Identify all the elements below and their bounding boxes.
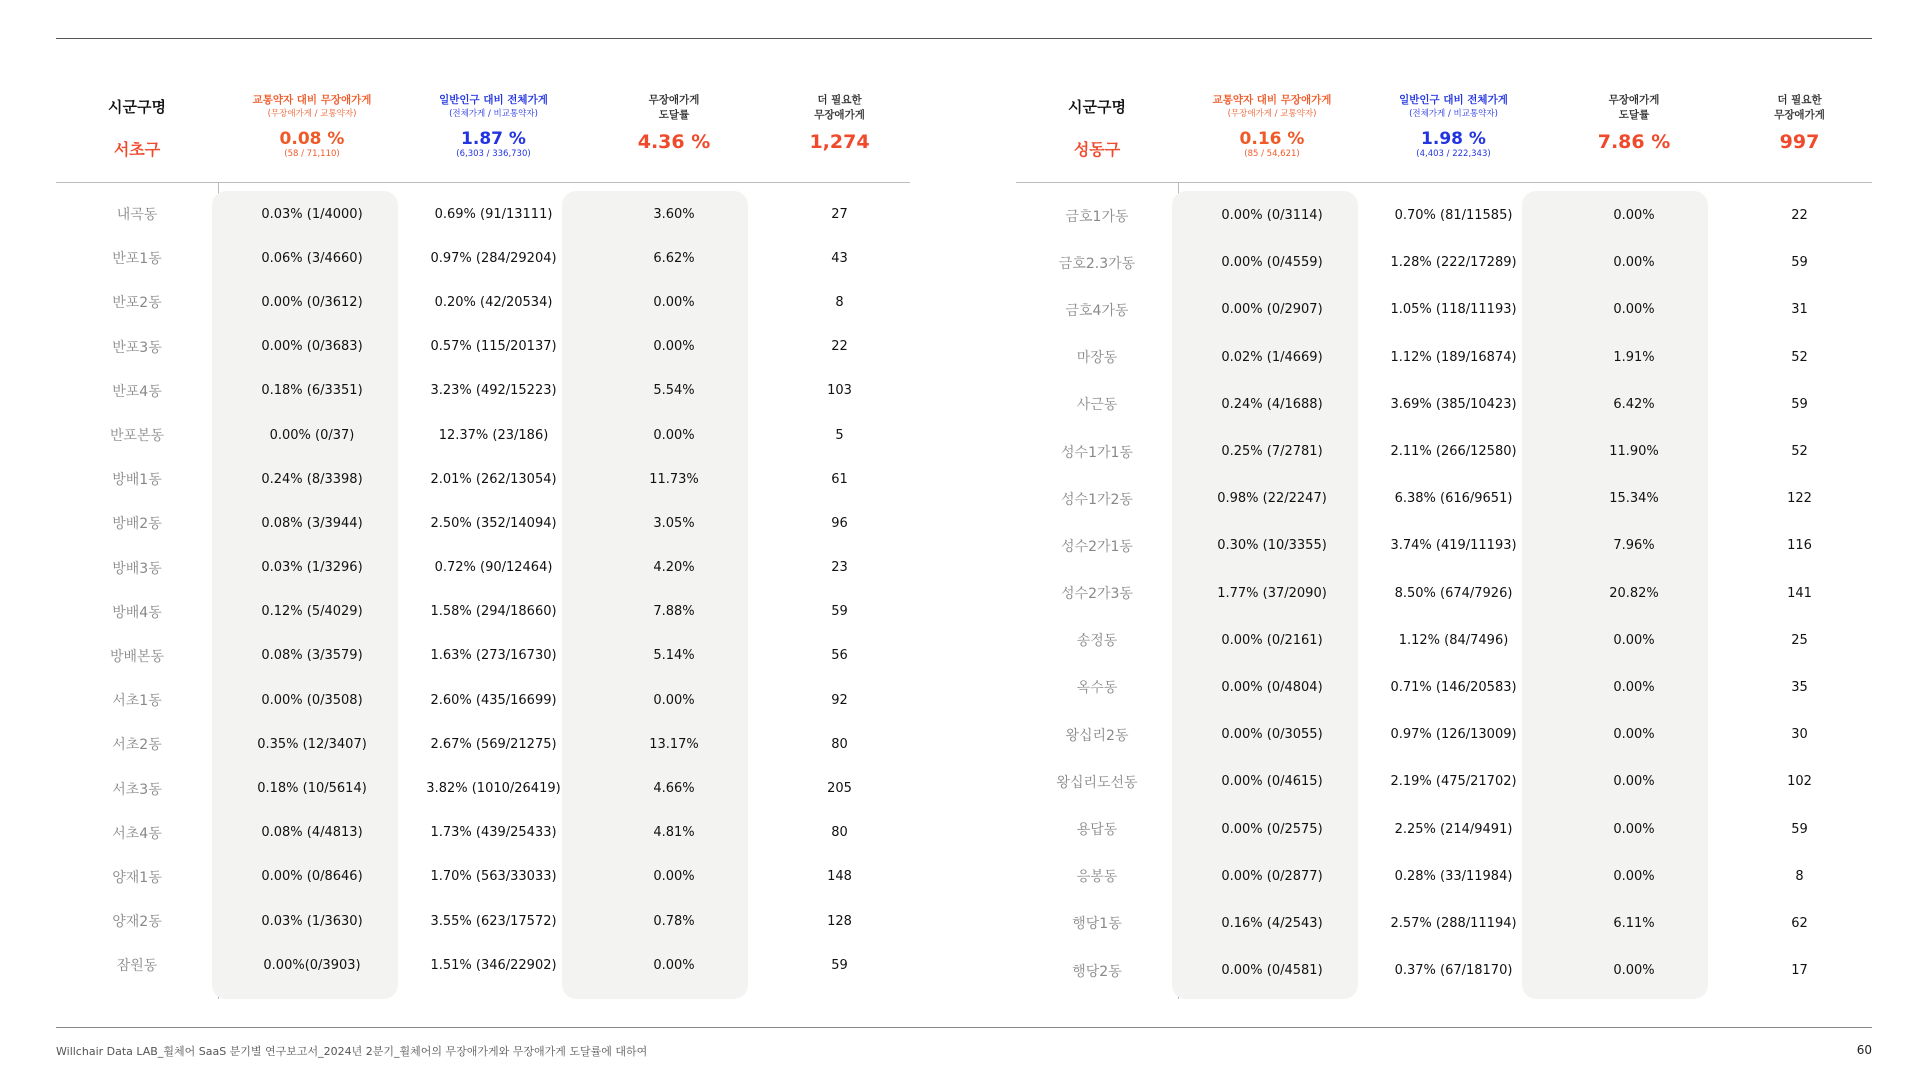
col4-value: 96 [831,515,848,531]
col4-value: 80 [831,736,848,752]
col2-value: 1.05% (118/11193) [1390,302,1517,318]
col1-value: 0.16% (4/2543) [1221,915,1323,931]
col1-value: 0.03% (1/4000) [261,206,363,222]
seongdong-table [1016,88,1872,999]
col2-value: 1.70% (563/33033) [430,869,557,885]
table-row [1016,334,1872,381]
col3-value: 3.60% [653,206,695,222]
col1-summary-pct: 0.16 % [1239,129,1305,149]
col3-value: 0.00% [653,294,695,310]
col1-header: 교통약자 대비 무장애가게 (무장애가게 / 교통약자) 0.08 % (58 / 71,110) [218,88,406,160]
col1-summary-frac: (85 / 54,621) [1244,149,1300,159]
district-name: 서초1동 [112,693,162,710]
district-name: 반포4동 [112,383,162,400]
col4-value: 5 [835,427,844,443]
col3-value: 5.14% [653,648,695,664]
col1-summary-frac: (58 / 71,110) [284,149,340,159]
table-row [56,413,910,457]
col2-value: 1.28% (222/17289) [1390,255,1517,271]
col2-value: 1.12% (189/16874) [1390,349,1517,365]
col2-value: 0.57% (115/20137) [430,339,557,355]
col4-value: 22 [1791,208,1808,224]
district-name: 왕십리도선동 [1056,774,1138,791]
col1-value: 0.00% (0/3055) [1221,727,1323,743]
col4-header: 더 필요한 무장애가게 997 [1727,88,1872,153]
table-row [56,722,910,766]
col2-value: 0.72% (90/12464) [434,560,553,576]
col4-summary: 1,274 [809,131,870,153]
col2-value: 1.58% (294/18660) [430,604,557,620]
col1-value: 1.77% (37/2090) [1217,585,1327,601]
table-row [1016,853,1872,900]
col1-value: 0.00%(0/3903) [263,957,361,973]
col3-value: 11.73% [649,471,699,487]
district-name: 금호2.3가동 [1058,255,1136,272]
col1-value: 0.00% (0/2161) [1221,632,1323,648]
col3-summary: 7.86 % [1597,131,1671,153]
col4-value: 35 [1791,679,1808,695]
col3-value: 13.17% [649,736,699,752]
col4-value: 52 [1791,349,1808,365]
col4-value: 102 [1787,774,1812,790]
table-row [56,678,910,722]
col2-value: 0.70% (81/11585) [1394,208,1513,224]
col2-value: 3.74% (419/11193) [1390,538,1517,554]
col1-value: 0.00% (0/3683) [261,339,363,355]
right-rows [1016,192,1872,994]
table-row [56,590,910,634]
col2-value: 2.01% (262/13054) [430,471,557,487]
table-row [1016,428,1872,475]
district-name: 방배3동 [112,560,162,577]
col3-value: 0.00% [1613,255,1655,271]
district-name: 왕십리2동 [1065,727,1129,744]
district-name: 방배2동 [112,516,162,533]
col2-value: 1.51% (346/22902) [430,957,557,973]
table-row [56,369,910,413]
table-row [56,634,910,678]
district-name: 서초4동 [112,825,162,842]
col3-value: 15.34% [1609,491,1659,507]
col3-value: 20.82% [1609,585,1659,601]
table-row [1016,475,1872,522]
col1-value: 0.25% (7/2781) [1221,444,1323,460]
col3-value: 3.05% [653,515,695,531]
col4-value: 59 [831,604,848,620]
col1-value: 0.00% (0/37) [269,427,355,443]
table-row [1016,711,1872,758]
district-name: 성수1가2동 [1061,491,1133,508]
col2-summary-pct: 1.98 % [1421,129,1486,149]
col1-value: 0.00% (0/4581) [1221,963,1323,979]
col2-value: 0.97% (284/29204) [430,250,557,266]
col1-value: 0.12% (5/4029) [261,604,363,620]
district-name: 성수2가1동 [1061,538,1133,555]
col4-value: 92 [831,692,848,708]
col2-value: 0.37% (67/18170) [1394,963,1513,979]
col3-value: 5.54% [653,383,695,399]
table-row [56,236,910,280]
col1-value: 0.00% (0/4615) [1221,774,1323,790]
district-name: 서초2동 [112,737,162,754]
col2-value: 2.11% (266/12580) [1390,444,1517,460]
col3-value: 1.91% [1613,349,1655,365]
col3-value: 0.00% [1613,963,1655,979]
district-name: 방배본동 [109,648,165,665]
col2-value: 2.57% (288/11194) [1390,915,1517,931]
col2-value: 2.19% (475/21702) [1390,774,1517,790]
col3-value: 0.00% [653,957,695,973]
table-row [56,192,910,236]
col1-value: 0.02% (1/4669) [1221,349,1323,365]
col4-value: 8 [835,294,844,310]
table-row [56,501,910,545]
district-name: 잠원동 [116,958,158,975]
col3-value: 0.00% [1613,302,1655,318]
col3-value: 0.00% [653,339,695,355]
col2-value: 0.97% (126/13009) [1390,727,1517,743]
col4-value: 148 [827,869,852,885]
col1-value: 0.06% (3/4660) [261,250,363,266]
col4-value: 116 [1787,538,1812,554]
district-name: 금호4가동 [1065,302,1129,319]
col2-value: 3.69% (385/10423) [1390,396,1517,412]
col3-summary: 4.36 % [637,131,711,153]
col2-value: 8.50% (674/7926) [1394,585,1513,601]
col3-value: 0.00% [1613,208,1655,224]
col1-value: 0.30% (10/3355) [1217,538,1327,554]
col3-value: 4.81% [653,825,695,841]
bottom-rule [56,1027,1872,1028]
table-row [1016,570,1872,617]
district-name: 양재2동 [112,914,162,931]
col1-value: 0.08% (4/4813) [261,825,363,841]
col2-value: 1.63% (273/16730) [430,648,557,664]
table-row [56,943,910,987]
col2-value: 0.71% (146/20583) [1390,679,1517,695]
table-body [56,183,910,999]
col4-value: 205 [827,781,852,797]
col2-value: 3.23% (492/15223) [430,383,557,399]
col2-value: 0.69% (91/13111) [434,206,553,222]
district-name: 행당1동 [1072,916,1122,933]
col4-value: 17 [1791,963,1808,979]
table-row [1016,617,1872,664]
col4-value: 61 [831,471,848,487]
col1-header: 교통약자 대비 무장애가게 (무장애가게 / 교통약자) 0.16 % (85 / 54,621) [1178,88,1366,160]
col2-value: 2.50% (352/14094) [430,515,557,531]
col4-value: 128 [827,913,852,929]
col3-value: 7.88% [653,604,695,620]
col3-value: 11.90% [1609,444,1659,460]
table-row [1016,900,1872,947]
district-name: 양재1동 [112,869,162,886]
col1-value: 0.18% (10/5614) [257,781,367,797]
col2-value: 0.20% (42/20534) [434,294,553,310]
col1-value: 0.00% (0/8646) [261,869,363,885]
col1-value: 0.35% (12/3407) [257,736,367,752]
table-row [56,899,910,943]
col1-value: 0.03% (1/3296) [261,560,363,576]
region-name: 서초구 [113,140,161,159]
col2-header: 일반인구 대비 전체가게 (전체가게 / 비교통약자) 1.98 % (4,403 / 222,343) [1366,88,1541,160]
district-name: 반포2동 [112,295,162,312]
district-name: 마장동 [1076,350,1118,367]
table-row [1016,239,1872,286]
col2-summary-pct: 1.87 % [461,129,526,149]
col4-value: 43 [831,250,848,266]
district-name: 내곡동 [116,207,158,224]
col4-value: 80 [831,825,848,841]
table-row [1016,522,1872,569]
col1-value: 0.24% (4/1688) [1221,396,1323,412]
district-name: 서초3동 [112,781,162,798]
col4-value: 27 [831,206,848,222]
name-header: 시군구명 성동구 [1016,88,1178,160]
district-name: 반포3동 [112,339,162,356]
col3-value: 6.62% [653,250,695,266]
col3-value: 0.00% [653,427,695,443]
table-row [1016,805,1872,852]
col1-value: 0.03% (1/3630) [261,913,363,929]
col1-summary-pct: 0.08 % [279,129,345,149]
col1-value: 0.08% (3/3944) [261,515,363,531]
district-name: 방배4동 [112,604,162,621]
col4-value: 56 [831,648,848,664]
district-name: 행당2동 [1072,963,1122,980]
col4-value: 31 [1791,302,1808,318]
col2-header: 일반인구 대비 전체가게 (전체가게 / 비교통약자) 1.87 % (6,303 / 336,730) [406,88,581,160]
col2-value: 6.38% (616/9651) [1394,491,1513,507]
col1-value: 0.00% (0/2877) [1221,868,1323,884]
district-name: 사근동 [1076,397,1118,414]
col3-value: 0.00% [1613,821,1655,837]
col3-value: 0.00% [1613,774,1655,790]
col1-value: 0.00% (0/3508) [261,692,363,708]
footer-text: Willchair Data LAB_휠체어 SaaS 분기별 연구보고서_2024년 2분기_휠체어의 무장애가게와 무장애가게 도달률에 대하여 [56,1045,648,1058]
name-header: 시군구명 서초구 [56,88,218,160]
col3-value: 0.00% [1613,632,1655,648]
col4-value: 8 [1795,868,1804,884]
district-name: 반포본동 [109,428,165,445]
col1-value: 0.08% (3/3579) [261,648,363,664]
district-name: 성수2가3동 [1061,586,1133,603]
table-row [56,766,910,810]
col3-value: 0.00% [1613,679,1655,695]
col3-value: 0.00% [653,869,695,885]
col2-value: 2.67% (569/21275) [430,736,557,752]
district-name: 성수1가1동 [1061,444,1133,461]
table-row [56,855,910,899]
col3-value: 0.00% [1613,868,1655,884]
col4-value: 59 [1791,255,1808,271]
col4-value: 122 [1787,491,1812,507]
page-number: 60 [1856,1043,1872,1057]
col1-value: 0.98% (22/2247) [1217,491,1327,507]
col2-value: 3.82% (1010/26419) [426,781,561,797]
region-name: 성동구 [1073,140,1121,159]
col1-value: 0.00% (0/3612) [261,294,363,310]
col3-value: 6.11% [1613,915,1655,931]
col4-value: 62 [1791,915,1808,931]
table-body [1016,183,1872,999]
col4-value: 103 [827,383,852,399]
district-name: 방배1동 [112,472,162,489]
col2-value: 3.55% (623/17572) [430,913,557,929]
col3-value: 7.96% [1613,538,1655,554]
table-row [56,546,910,590]
table-header [1016,88,1872,183]
col2-value: 0.28% (33/11984) [1394,868,1513,884]
col3-header: 무장애가게 도달률 4.36 % [581,88,767,153]
table-row [56,325,910,369]
col2-value: 12.37% (23/186) [438,427,549,443]
table-row [56,811,910,855]
col1-value: 0.00% (0/2575) [1221,821,1323,837]
col4-value: 59 [831,957,848,973]
district-name: 옥수동 [1076,680,1118,697]
district-name: 용답동 [1076,822,1118,839]
col4-value: 59 [1791,821,1808,837]
table-row [1016,192,1872,239]
table-row [1016,947,1872,994]
col4-value: 22 [831,339,848,355]
table-row [1016,664,1872,711]
col1-value: 0.24% (8/3398) [261,471,363,487]
col4-value: 30 [1791,727,1808,743]
top-rule [56,38,1872,39]
col3-header: 무장애가게 도달률 7.86 % [1541,88,1727,153]
col2-summary-frac: (6,303 / 336,730) [456,149,531,159]
left-rows [56,192,910,987]
col3-value: 6.42% [1613,396,1655,412]
col1-value: 0.00% (0/2907) [1221,302,1323,318]
col3-value: 4.66% [653,781,695,797]
table-header [56,88,910,183]
col2-value: 2.60% (435/16699) [430,692,557,708]
table-row [1016,758,1872,805]
table-row [56,280,910,324]
col1-value: 0.00% (0/4559) [1221,255,1323,271]
col2-value: 1.73% (439/25433) [430,825,557,841]
col2-value: 2.25% (214/9491) [1394,821,1513,837]
col4-value: 25 [1791,632,1808,648]
district-name: 금호1가동 [1065,208,1129,225]
district-name: 송정동 [1076,633,1118,650]
col3-value: 4.20% [653,560,695,576]
seocho-table [56,88,910,999]
col1-value: 0.00% (0/4804) [1221,679,1323,695]
col4-value: 141 [1787,585,1812,601]
district-name: 응봉동 [1076,869,1118,886]
col3-value: 0.78% [653,913,695,929]
col1-value: 0.18% (6/3351) [261,383,363,399]
col1-value: 0.00% (0/3114) [1221,208,1323,224]
col4-value: 23 [831,560,848,576]
col2-value: 1.12% (84/7496) [1398,632,1509,648]
col2-summary-frac: (4,403 / 222,343) [1416,149,1491,159]
col4-value: 52 [1791,444,1808,460]
district-name: 반포1동 [112,251,162,268]
table-row [1016,381,1872,428]
table-row [56,457,910,501]
col3-value: 0.00% [1613,727,1655,743]
table-row [1016,286,1872,333]
col4-summary: 997 [1779,131,1820,153]
col4-header: 더 필요한 무장애가게 1,274 [767,88,912,153]
col4-value: 59 [1791,396,1808,412]
col3-value: 0.00% [653,692,695,708]
